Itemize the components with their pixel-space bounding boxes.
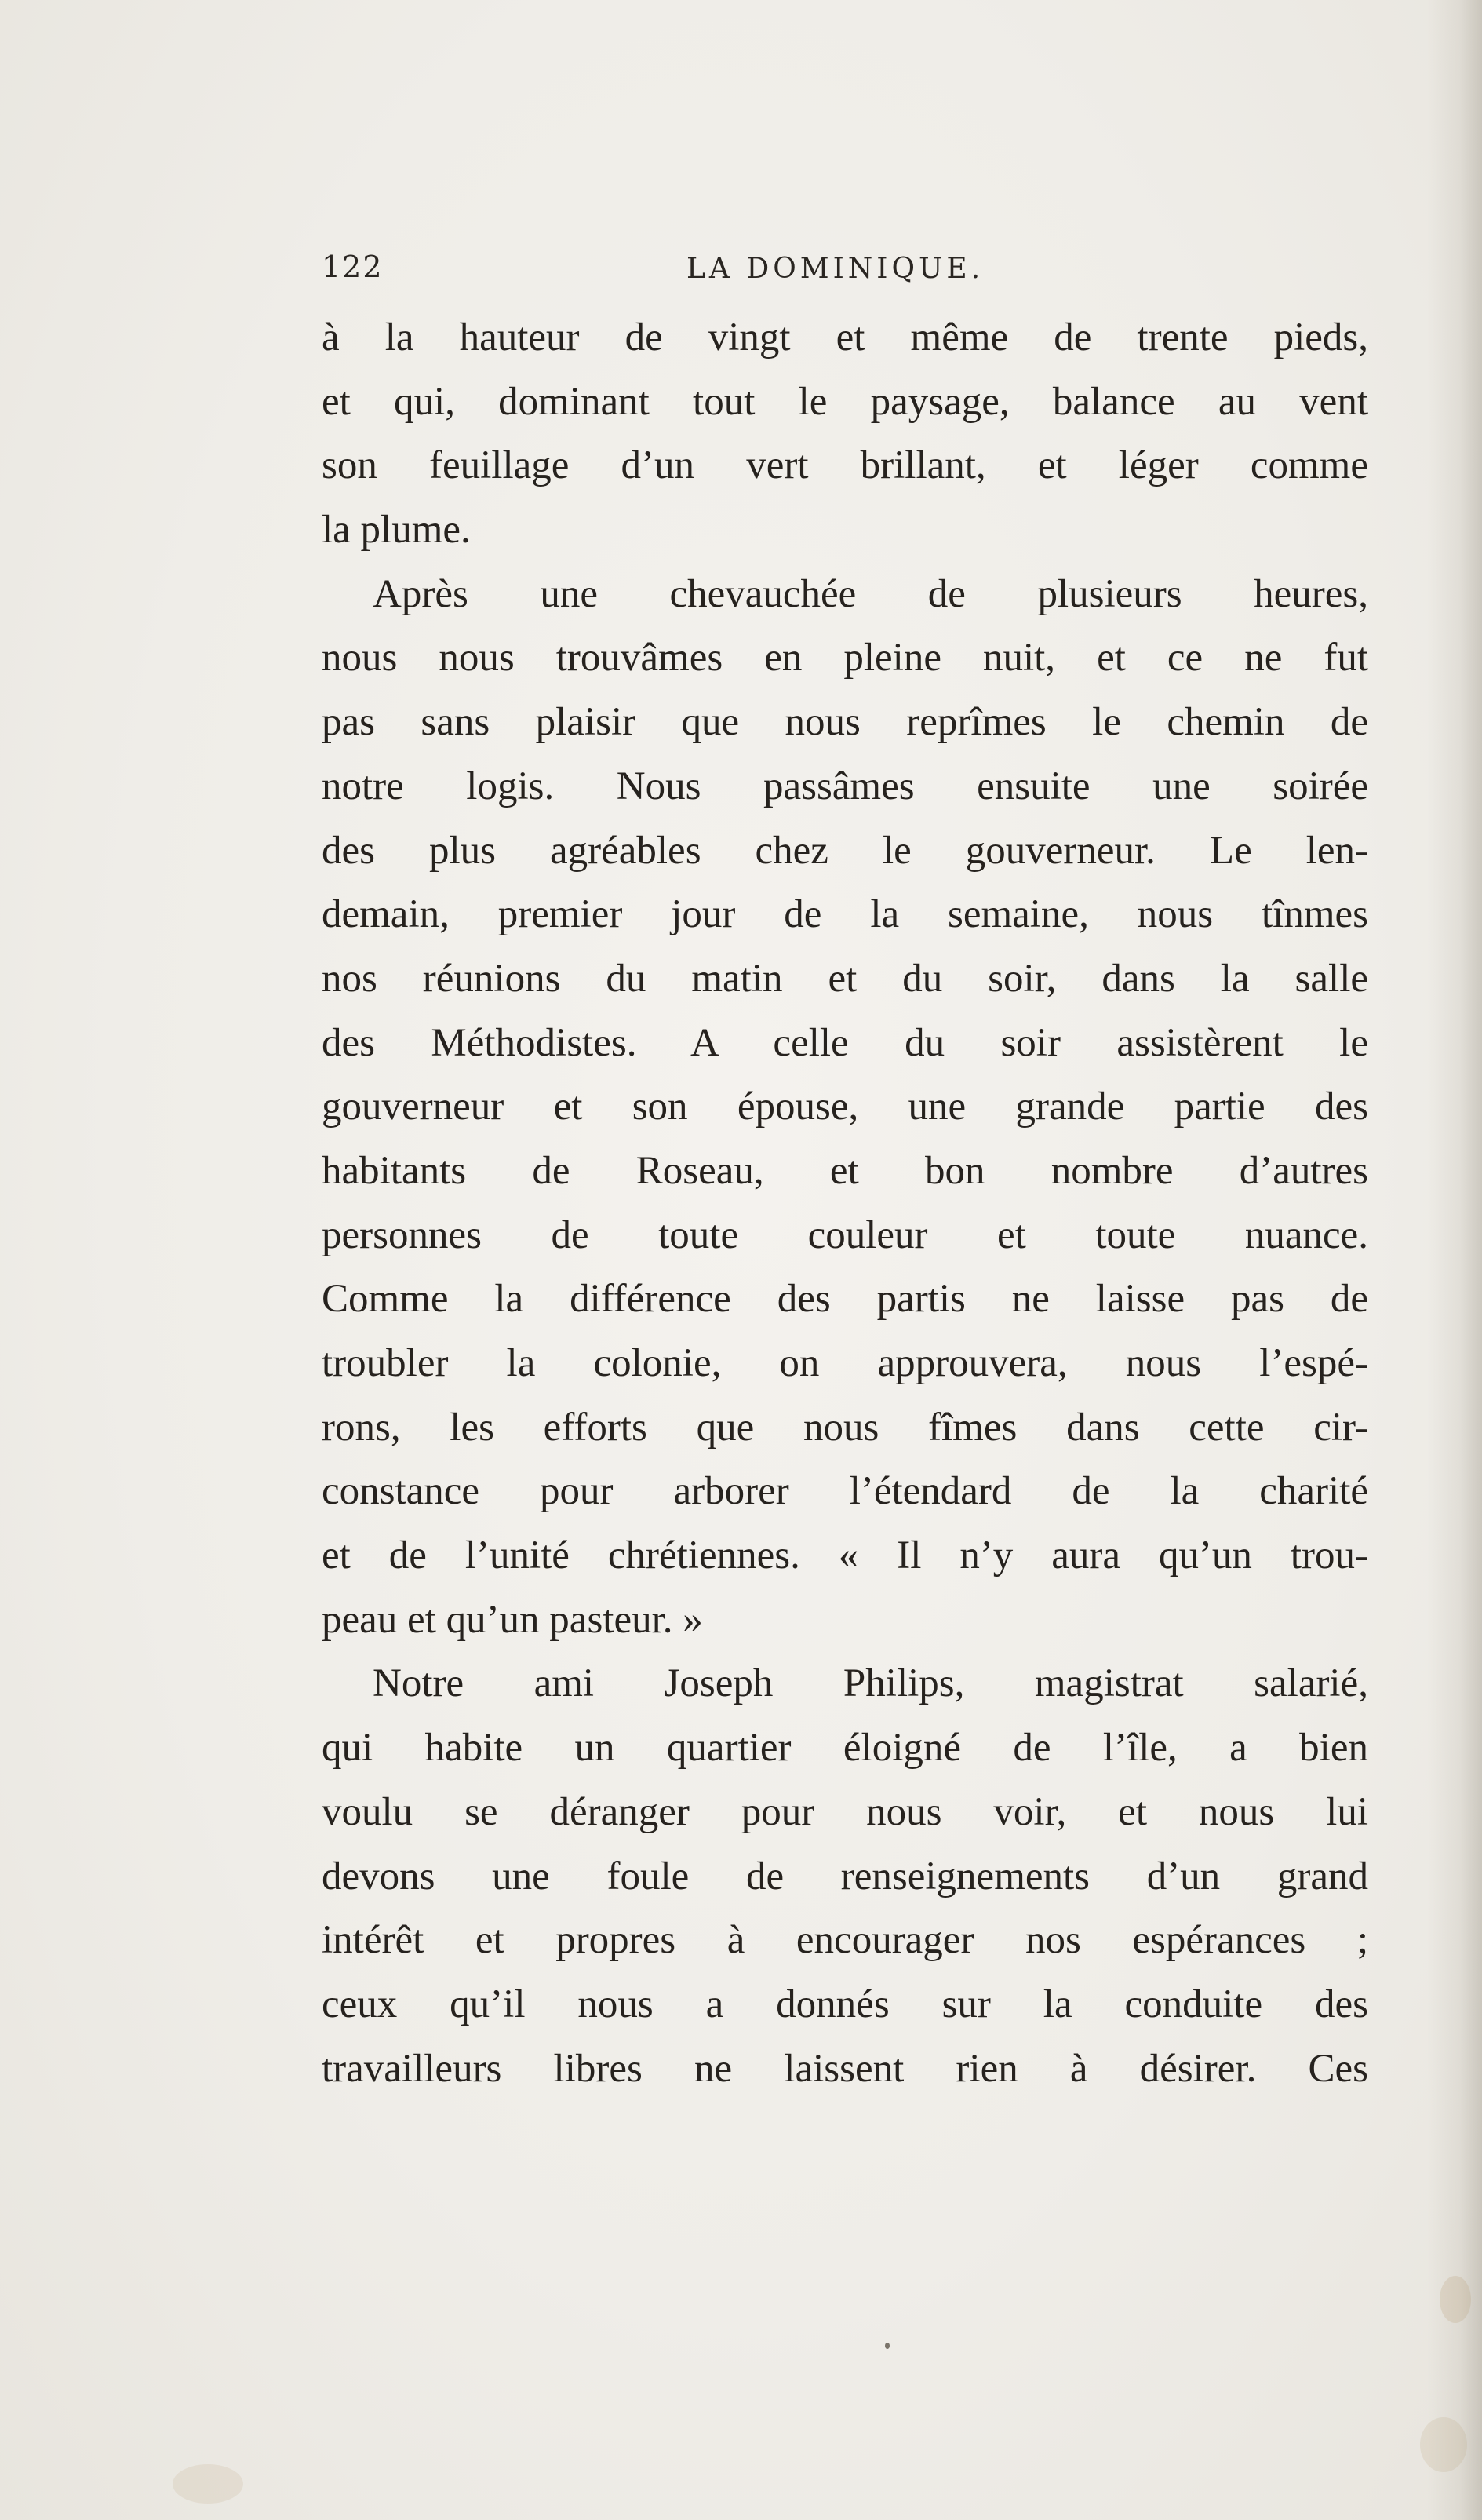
text-line: notre logis. Nous passâmes ensuite une soirée — [322, 764, 1368, 808]
text-line: constance pour arborer l’étendard de la charité — [322, 1469, 1368, 1514]
text-line: et de l’unité chrétiennes. « Il n’y aura qu’un trou- — [322, 1534, 1368, 1578]
text-line: demain, premier jour de la semaine, nous tînmes — [322, 892, 1368, 937]
text-line: troubler la colonie, on approuvera, nous l’espé- — [322, 1341, 1368, 1385]
text-line: des plus agréables chez le gouverneur. Le len- — [322, 828, 1368, 873]
text-line: qui habite un quartier éloigné de l’île, a bien — [322, 1726, 1368, 1771]
running-head — [322, 250, 1368, 297]
text-line: travailleurs libres ne laissent rien à désirer. Ces — [322, 2046, 1368, 2091]
text-line: Après une chevauchée de plusieurs heures, — [373, 571, 1368, 616]
text-line: nos réunions du matin et du soir, dans la salle — [322, 956, 1368, 1001]
text-line: à la hauteur de vingt et même de trente pieds, — [322, 315, 1368, 359]
running-title: LA DOMINIQUE. — [686, 253, 985, 285]
text-line: Comme la différence des partis ne laisse pas de — [322, 1277, 1368, 1322]
foxing-stain — [1420, 2417, 1467, 2472]
text-line: devons une foule de renseignements d’un grand — [322, 1854, 1368, 1898]
text-line: des Méthodistes. A celle du soir assistèrent le — [322, 1020, 1368, 1065]
page-edge-shadow — [1427, 0, 1482, 2520]
text-line: gouverneur et son épouse, une grande partie des — [322, 1085, 1368, 1129]
text-line: son feuillage d’un vert brillant, et léger comme — [322, 443, 1368, 488]
foxing-stain — [173, 2464, 243, 2504]
body-text — [322, 306, 1368, 2101]
text-line: personnes de toute couleur et toute nuance. — [322, 1213, 1368, 1257]
text-line: Notre ami Joseph Philips, magistrat salarié, — [373, 1661, 1368, 1706]
text-line: rons, les efforts que nous fîmes dans cette cir- — [322, 1405, 1368, 1450]
text-line: la plume. — [322, 508, 471, 553]
text-line: pas sans plaisir que nous reprîmes le chemin de — [322, 700, 1368, 745]
text-line: ceux qu’il nous a donnés sur la conduite des — [322, 1982, 1368, 2026]
text-line: habitants de Roseau, et bon nombre d’autres — [322, 1148, 1368, 1193]
text-line: et qui, dominant tout le paysage, balance au vent — [322, 379, 1368, 424]
foxing-stain — [1440, 2276, 1471, 2323]
paper-speck — [885, 2343, 890, 2349]
text-line: peau et qu’un pasteur. » — [322, 1597, 703, 1642]
page-number: 122 — [322, 250, 384, 284]
text-line: intérêt et propres à encourager nos espérances ; — [322, 1918, 1368, 1963]
text-line: nous nous trouvâmes en pleine nuit, et ce ne fut — [322, 636, 1368, 680]
text-line: voulu se déranger pour nous voir, et nous lui — [322, 1789, 1368, 1834]
